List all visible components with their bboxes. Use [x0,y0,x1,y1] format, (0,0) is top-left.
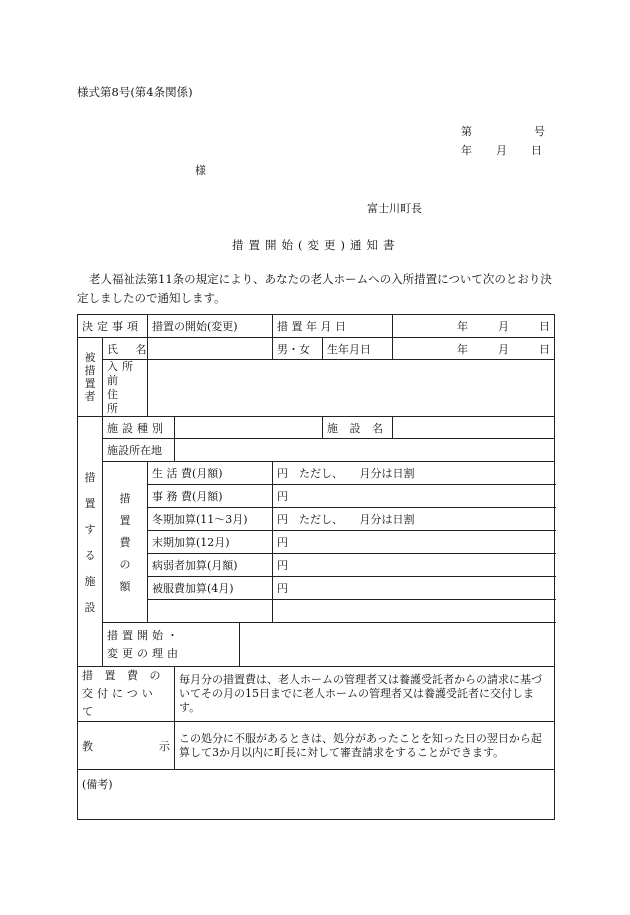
measure-day: 日 [539,320,550,333]
fee-row [78,508,555,531]
document-number [461,123,545,139]
decision-value: 措置の開始(変更) [148,315,273,338]
gender-choice[interactable]: 男・女 [273,338,323,360]
fee-item-amount[interactable]: 円 ただし、 月分は日割 [273,508,555,531]
facility-location-label: 施設所在地 [103,439,175,462]
name-field[interactable] [148,338,273,360]
issue-date [461,142,542,158]
decision-label: 決定事項 [78,315,148,338]
intro-paragraph: 老人福祉法第11条の規定により、あなたの老人ホームへの入所措置について次のとおり決定しましたので通知します。 [77,272,552,305]
fee-blank-row [78,600,555,623]
facility-type-field[interactable] [175,417,323,439]
birthdate-label: 生年月日 [323,338,393,360]
issue-year: 年 [461,144,472,157]
measure-date-field[interactable] [393,315,555,338]
instruction-text: この処分に不服があるときは、処分があったことを知った日の翌日から起算して3か月以内に町長に対して審査請求をすることができます。 [175,722,555,770]
issuer: 富士川町長 [367,202,422,215]
fee-blank-label[interactable] [148,600,273,623]
doc-no-suffix: 号 [534,125,545,138]
issue-month: 月 [496,144,507,157]
doc-no-prefix: 第 [461,125,472,138]
addressee: 様 [195,164,206,177]
remarks-row [78,770,555,820]
facility-type-label: 施設種別 [103,417,175,439]
prev-address-field[interactable] [148,360,555,417]
fee-item-label: 被服費加算(4月) [148,577,273,600]
fee-item-amount[interactable]: 円 [273,554,555,577]
fee-row [78,577,555,600]
prev-address-label: 入所前 住 所 [103,360,148,417]
fee-item-amount[interactable]: 円 [273,531,555,554]
notice-table [77,314,555,820]
fee-item-label: 病弱者加算(月額) [148,554,273,577]
reason-field[interactable] [240,623,555,667]
fee-item-label: 生 活 費(月額) [148,462,273,485]
form-number-label: 様式第8号(第4条関係) [77,85,193,99]
payment-label: 措 置 費 の 交付について [78,667,175,722]
issue-day: 日 [531,144,542,157]
remarks-field[interactable] [78,770,555,820]
address-row [78,360,555,417]
facility-location-field[interactable] [175,439,555,462]
fee-row [78,462,555,485]
measure-year: 年 [457,320,468,333]
fee-item-amount[interactable]: 円 [273,485,555,508]
measure-month: 月 [498,320,509,333]
fee-row [78,485,555,508]
facility-label: 措 置 す る 施 設 [78,417,103,667]
facility-type-row [78,417,555,439]
measure-date-label: 措 置 年 月 日 [273,315,393,338]
instruction-row [78,722,555,770]
fee-item-amount[interactable]: 円 [273,577,555,600]
decision-row [78,315,555,338]
fee-label: 措 置 費 の 額 [103,462,148,623]
facility-name-label: 施 設 名 [323,417,393,439]
fee-blank-amount[interactable] [273,600,555,623]
reason-row [78,623,555,667]
birthdate-field[interactable]: 年 月 日 [393,338,555,360]
subject-label: 被 措 置 者 [78,338,103,417]
fee-item-amount[interactable]: 円 ただし、 月分は日割 [273,462,555,485]
payment-row [78,667,555,722]
payment-text: 毎月分の措置費は、老人ホームの管理者又は養護受託者からの請求に基づいてその月の15日までに老人ホームの管理者又は養護受託者に交付します。 [175,667,555,722]
reason-label: 措置開始・ 変更の理由 [103,623,240,667]
fee-row [78,531,555,554]
fee-item-label: 末期加算(12月) [148,531,273,554]
facility-location-row [78,439,555,462]
document-title: 措置開始(変更)通知書 [232,238,400,252]
name-row [78,338,555,360]
name-label: 氏 名 [103,338,148,360]
instruction-label: 教 示 [78,722,175,770]
fee-item-label: 事 務 費(月額) [148,485,273,508]
remarks-label: (備考) [82,778,113,791]
fee-row [78,554,555,577]
facility-name-field[interactable] [393,417,555,439]
fee-item-label: 冬期加算(11〜3月) [148,508,273,531]
